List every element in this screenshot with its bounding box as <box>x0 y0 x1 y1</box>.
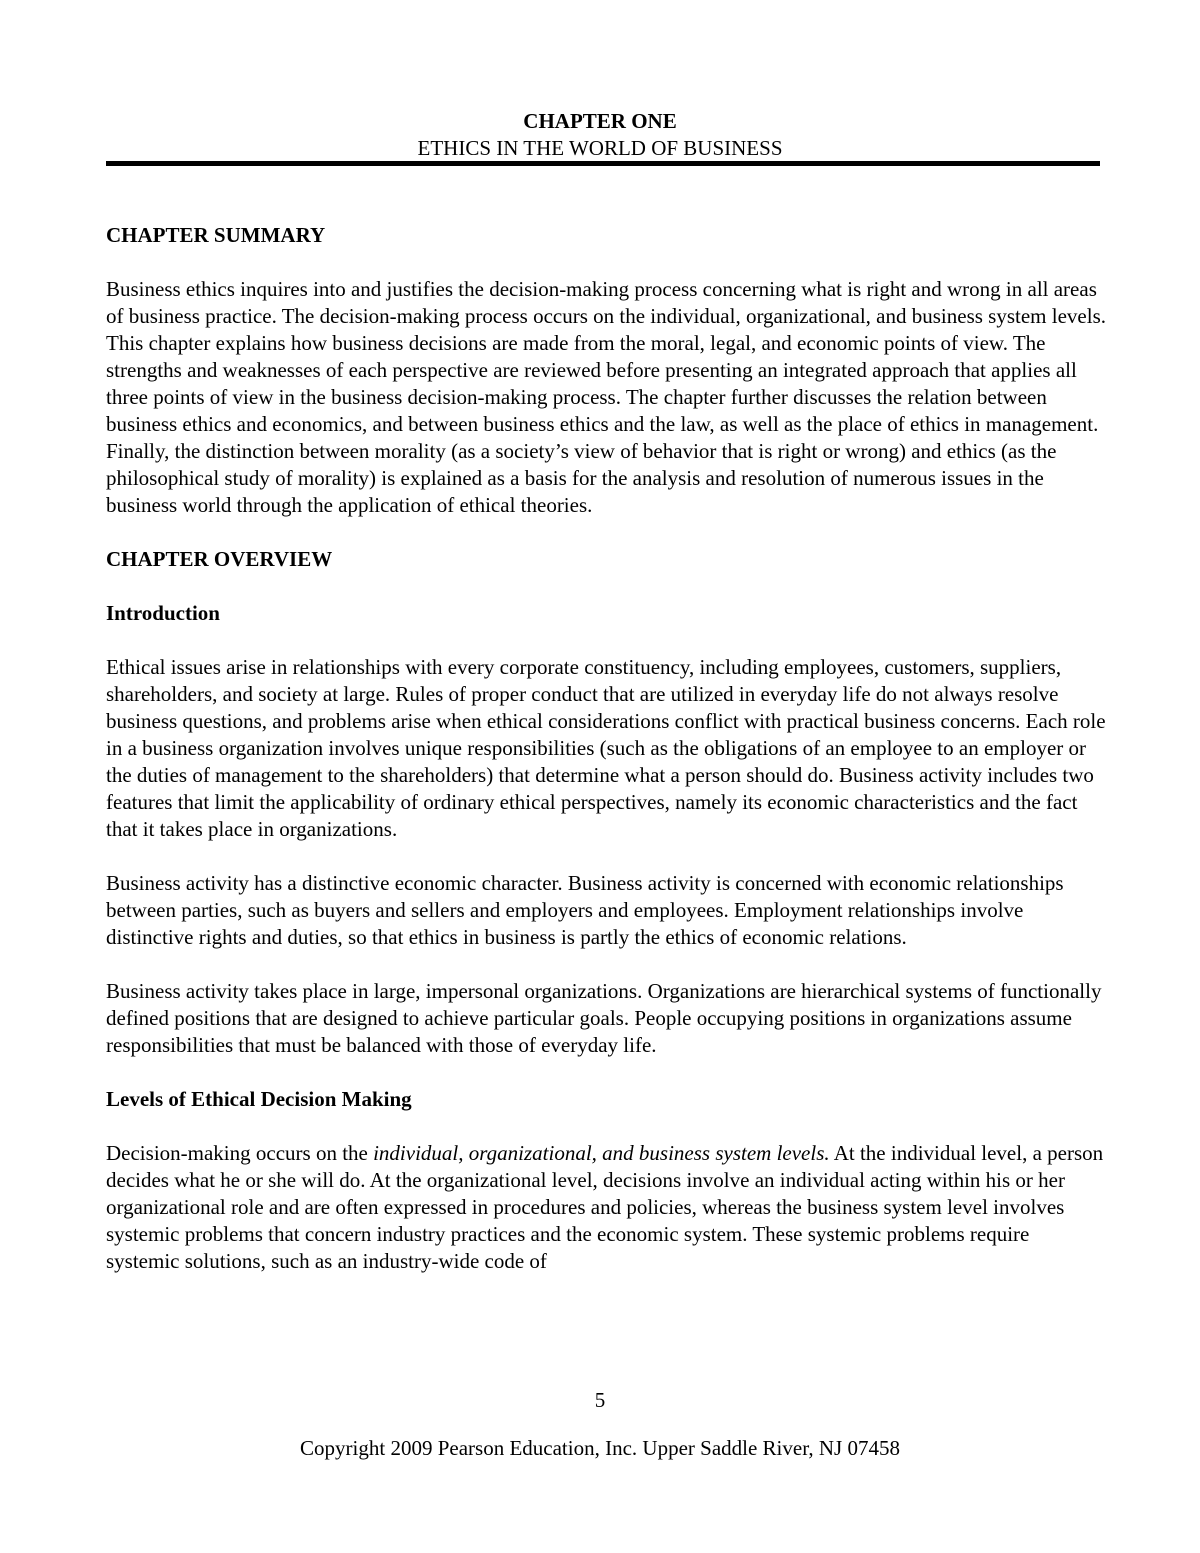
introduction-paragraph-1: Ethical issues arise in relationships with every corporate constituency, including employees, customers, suppliers, shareholders, and society at large. Rules of proper conduct that are utilized in everyday life do not always resolve business questions, and problems arise when ethical considerations conflict with practical business concerns. Each role in a business organization involves unique responsibilities (such as the obligations of an employee to an employer or the duties of management to the shareholders) that determine what a person should do. Business activity includes two features that limit the applicability of ordinary ethical perspectives, namely its economic characteristics and the fact that it takes place in organizations. <box>106 655 1106 841</box>
chapter-title: ETHICS IN THE WORLD OF BUSINESS <box>417 136 783 160</box>
summary-heading: CHAPTER SUMMARY <box>106 223 326 247</box>
introduction-heading: Introduction <box>106 601 220 625</box>
chapter-header <box>0 108 1200 162</box>
header-rule <box>106 161 1100 166</box>
introduction-paragraph-3: Business activity takes place in large, impersonal organizations. Organizations are hierarchical systems of functionally defined positions that are designed to achieve particular goals. People occupying positions in organizations assume responsibilities that must be balanced with those of everyday life. <box>106 979 1102 1057</box>
levels-paragraph <box>106 1140 1106 1275</box>
copyright-notice: Copyright 2009 Pearson Education, Inc. Upper Saddle River, NJ 07458 <box>300 1436 900 1460</box>
levels-heading: Levels of Ethical Decision Making <box>106 1087 412 1111</box>
levels-paragraph-start: Decision-making occurs on the <box>106 1141 374 1165</box>
overview-heading: CHAPTER OVERVIEW <box>106 547 333 571</box>
introduction-paragraph-2: Business activity has a distinctive economic character. Business activity is concerned with economic relationships between parties, such as buyers and sellers and employers and employees. Employment relationships involve distinctive rights and duties, so that ethics in business is partly the ethics of economic relations. <box>106 871 1064 949</box>
levels-paragraph-rest: At the individual level, a person decides what he or she will do. At the organizational level, decisions involve an individual acting within his or her organizational role and are often expressed in procedures and policies, whereas the business system level involves systemic problems that concern industry practices and the economic system. These systemic problems require systemic solutions, such as an industry-wide code of <box>106 1141 1104 1273</box>
summary-paragraph: Business ethics inquires into and justifies the decision-making process concerning what is right and wrong in all areas of business practice. The decision-making process occurs on the individual, organizational, and business system levels. This chapter explains how business decisions are made from the moral, legal, and economic points of view. The strengths and weaknesses of each perspective are reviewed before presenting an integrated approach that applies all three points of view in the business decision-making process. The chapter further discusses the relation between business ethics and economics, and between business ethics and the law, as well as the place of ethics in management. Finally, the distinction between morality (as a society’s view of behavior that is right or wrong) and ethics (as the philosophical study of morality) is explained as a basis for the analysis and resolution of numerous issues in the business world through the application of ethical theories. <box>106 277 1106 517</box>
levels-paragraph-emphasis: individual, organizational, and business system levels. <box>373 1141 830 1165</box>
page-number: 5 <box>594 1388 606 1412</box>
page-content <box>106 222 1106 1275</box>
chapter-number: CHAPTER ONE <box>523 109 677 133</box>
